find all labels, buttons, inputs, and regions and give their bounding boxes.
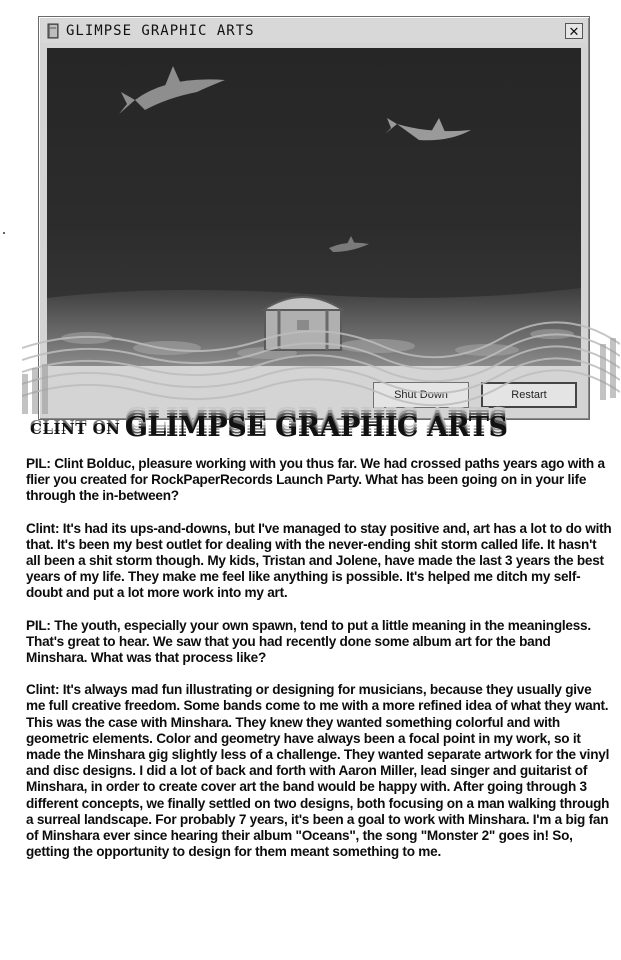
action-buttons: [39, 372, 589, 417]
desktop-scene: [47, 48, 581, 366]
treasure-chest: [263, 297, 343, 350]
paragraph: Clint: It's had its ups-and-downs, but I've managed to stay positive and, art has a lot to do with that. It's been my best outlet for dealing with the never-ending shit storm called life. It hasn't all been a shit storm though. My kids, Tristan and Jolene, have made the last 3 years the best years of my life. They make me feel like anything is possible. It's helped me ditch my self-doubt and put a lot more work into my art.: [26, 520, 612, 601]
headline-prefix: CLINT ON: [30, 420, 121, 438]
restart-button[interactable]: Restart: [481, 382, 577, 408]
paragraph: PIL: Clint Bolduc, pleasure working with you thus far. We had crossed paths years ago with a flier you created for RockPaperRecords Launch Party. What has been going on in your life through the in-between?: [26, 456, 605, 504]
title-bar[interactable]: [41, 19, 587, 43]
shut-down-button[interactable]: Shut Down: [373, 382, 469, 408]
window-title: GLIMPSE GRAPHIC ARTS: [66, 23, 255, 39]
paragraph: Clint: It's always mad fun illustrating or designing for musicians, because they usually give me full creative freedom. Some bands come to me with a more refined idea of what they want. This was the case with Minshara. They knew they wanted something colorful and with geometric elements. Color and geometry have always been a focal point in my work, so it made the Minshara gig slightly less of a challenge. They wanted separate artwork for the vinyl and disc designs. I did a lot of back and forth with Aaron Miller, lead singer and guitarist of Minshara, in order to create cover art the band would be happy with. After going through 3 different concepts, we finally settled on two designs, both focusing on a man walking through a surreal landscape. For probably 7 years, it's been a goal to work with Minshara. I'm a big fan of Minshara ever since hearing their album "Oceans", the song "Monster 2" goes in! So, getting the opportunity to design for them meant something to me.: [26, 682, 610, 860]
close-button[interactable]: [565, 23, 583, 39]
interview-article: [26, 456, 612, 876]
app-window: [38, 16, 590, 420]
book-icon: [47, 23, 59, 39]
paragraph: PIL: The youth, especially your own spawn, tend to put a little meaning in the meaningless. That's great to hear. We saw that you had recently done some album art for the band Minshara. What was that process like?: [26, 617, 591, 666]
headline: [30, 412, 610, 452]
close-icon: ✕: [568, 23, 580, 39]
stray-dot: [3, 232, 5, 234]
headline-title: GLIMPSE GRAPHIC ARTS: [124, 412, 508, 443]
